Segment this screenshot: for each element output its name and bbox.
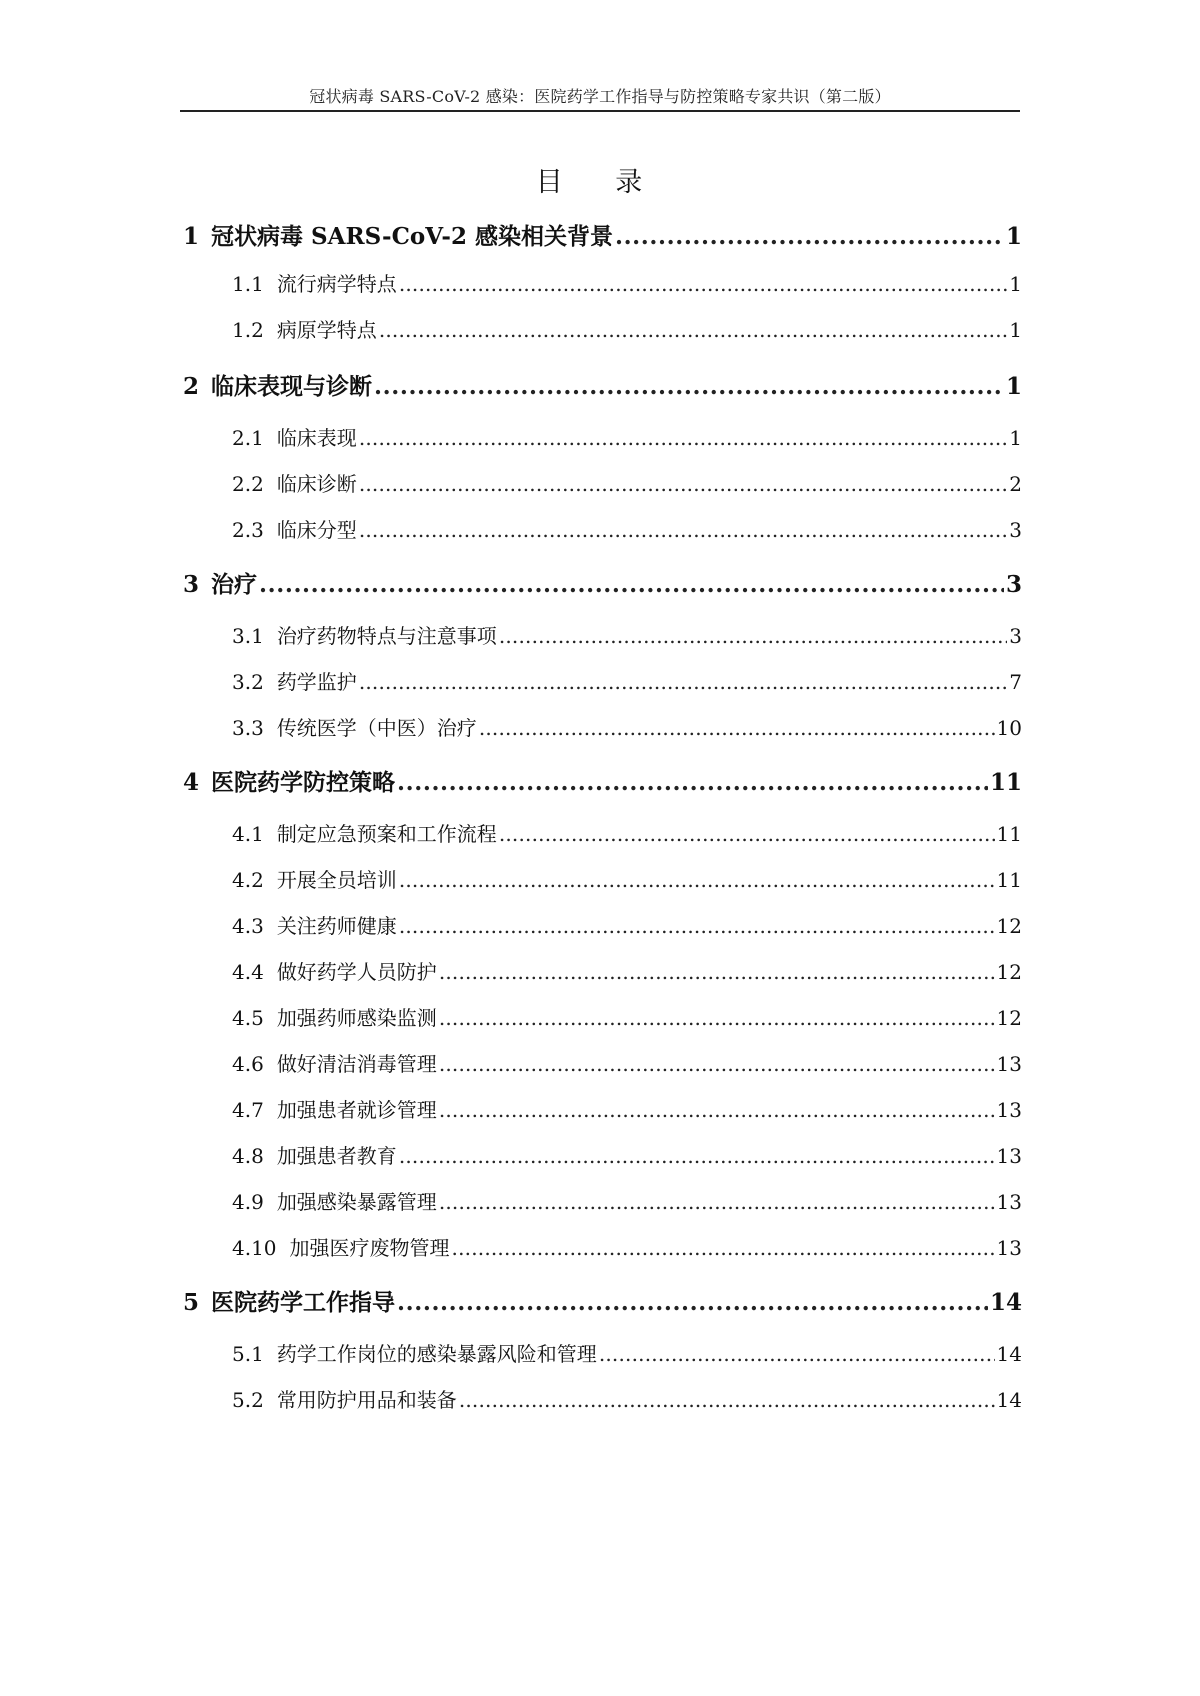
toc-dot-leader <box>359 472 1007 496</box>
toc-dot-leader <box>379 318 1007 342</box>
toc-entry-page: 13 <box>996 1098 1022 1122</box>
toc-dot-leader <box>452 1236 995 1260</box>
toc-entry-number: 2 <box>183 373 200 400</box>
toc-entry-label: 加强感染暴露管理 <box>276 1190 437 1214</box>
toc-entry-number: 3.1 <box>232 624 264 648</box>
toc-entry-page: 13 <box>996 1052 1022 1076</box>
toc-section-entry[interactable] <box>232 956 1022 985</box>
toc-section-entry[interactable] <box>232 712 1022 741</box>
toc-entry-page: 10 <box>996 716 1022 740</box>
toc-section-entry[interactable] <box>232 514 1022 543</box>
toc-entry-page: 13 <box>996 1236 1022 1260</box>
toc-entry-page: 11 <box>989 769 1022 796</box>
toc-entry-page: 12 <box>996 960 1022 984</box>
toc-section-entry[interactable] <box>232 818 1022 847</box>
toc-entry-label: 治疗 <box>211 571 258 598</box>
toc-entry-page: 7 <box>1009 670 1022 694</box>
toc-dot-leader <box>399 272 1007 296</box>
toc-entry-number: 4.8 <box>232 1144 264 1168</box>
toc-section-entry[interactable] <box>232 620 1022 649</box>
toc-dot-leader <box>499 624 1007 648</box>
toc-entry-number: 4.1 <box>232 822 264 846</box>
toc-entry-label: 制定应急预案和工作流程 <box>276 822 497 846</box>
toc-entry-page: 1 <box>1005 373 1022 400</box>
toc-entry-number: 3.3 <box>232 716 264 740</box>
toc-entry-number: 1 <box>183 223 200 250</box>
toc-section-entry[interactable] <box>232 910 1022 939</box>
toc-dot-leader <box>399 868 995 892</box>
toc-entry-label: 加强药师感染监测 <box>276 1006 437 1030</box>
toc-entry-page: 13 <box>996 1190 1022 1214</box>
toc-entry-page: 1 <box>1009 272 1022 296</box>
toc-section-entry[interactable] <box>232 1232 1022 1261</box>
toc-entry-label: 药学监护 <box>276 670 357 694</box>
toc-entry-number: 1.2 <box>232 318 264 342</box>
toc-dot-leader <box>399 914 995 938</box>
running-header: 冠状病毒 SARS-CoV-2 感染：医院药学工作指导与防控策略专家共识（第二版） <box>309 87 891 106</box>
toc-entry-number: 5.2 <box>232 1388 264 1412</box>
toc-entry-number: 4.4 <box>232 960 264 984</box>
toc-section-entry[interactable] <box>232 1186 1022 1215</box>
toc-section-entry[interactable] <box>232 422 1022 451</box>
toc-entry-label: 开展全员培训 <box>276 868 397 892</box>
toc-dot-leader <box>397 769 988 796</box>
toc-dot-leader <box>615 223 1004 250</box>
toc-section-entry[interactable] <box>232 1048 1022 1077</box>
toc-section-entry[interactable] <box>232 1002 1022 1031</box>
toc-entry-number: 5 <box>183 1289 200 1316</box>
toc-entry-page: 12 <box>996 1006 1022 1030</box>
toc-entry-number: 4.9 <box>232 1190 264 1214</box>
toc-entry-number: 2.3 <box>232 518 264 542</box>
toc-entry-number: 4.3 <box>232 914 264 938</box>
toc-dot-leader <box>499 822 995 846</box>
toc-entry-number: 3 <box>183 571 200 598</box>
toc-entry-label: 流行病学特点 <box>276 272 397 296</box>
header-rule <box>180 110 1020 112</box>
toc-entry-label: 医院药学防控策略 <box>211 769 396 796</box>
toc-entry-page: 14 <box>989 1289 1022 1316</box>
toc-entry-label: 临床分型 <box>276 518 357 542</box>
toc-chapter-entry[interactable] <box>183 1284 1022 1317</box>
toc-entry-label: 医院药学工作指导 <box>211 1289 396 1316</box>
toc-dot-leader <box>439 1052 995 1076</box>
toc-section-entry[interactable] <box>232 1140 1022 1169</box>
toc-entry-label: 常用防护用品和装备 <box>276 1388 457 1412</box>
toc-entry-label: 传统医学（中医）治疗 <box>276 716 477 740</box>
toc-entry-label: 药学工作岗位的感染暴露风险和管理 <box>276 1342 597 1366</box>
toc-entry-number: 2.2 <box>232 472 264 496</box>
toc-section-entry[interactable] <box>232 1094 1022 1123</box>
toc-entry-label: 加强患者教育 <box>276 1144 397 1168</box>
toc-entry-number: 4.6 <box>232 1052 264 1076</box>
toc-entry-page: 1 <box>1009 426 1022 450</box>
toc-entry-page: 3 <box>1009 624 1022 648</box>
toc-entry-page: 3 <box>1009 518 1022 542</box>
toc-entry-label: 加强医疗废物管理 <box>289 1236 450 1260</box>
toc-entry-page: 1 <box>1009 318 1022 342</box>
toc-section-entry[interactable] <box>232 1338 1022 1367</box>
toc-dot-leader <box>397 1289 988 1316</box>
toc-entry-page: 12 <box>996 914 1022 938</box>
toc-entry-page: 1 <box>1005 223 1022 250</box>
toc-dot-leader <box>459 1388 995 1412</box>
toc-entry-label: 关注药师健康 <box>276 914 397 938</box>
toc-section-entry[interactable] <box>232 268 1022 297</box>
toc-entry-page: 11 <box>996 822 1022 846</box>
toc-entry-number: 3.2 <box>232 670 264 694</box>
toc-entry-number: 4.10 <box>232 1236 277 1260</box>
toc-dot-leader <box>439 1190 995 1214</box>
toc-chapter-entry[interactable] <box>183 368 1022 401</box>
toc-dot-leader <box>259 571 1004 598</box>
toc-entry-label: 治疗药物特点与注意事项 <box>276 624 497 648</box>
toc-section-entry[interactable] <box>232 468 1022 497</box>
toc-entry-page: 13 <box>996 1144 1022 1168</box>
toc-dot-leader <box>359 670 1007 694</box>
toc-dot-leader <box>479 716 995 740</box>
toc-entry-page: 3 <box>1005 571 1022 598</box>
toc-entry-number: 2.1 <box>232 426 264 450</box>
toc-chapter-entry[interactable] <box>183 218 1022 251</box>
toc-entry-label: 做好清洁消毒管理 <box>276 1052 437 1076</box>
toc-dot-leader <box>599 1342 995 1366</box>
toc-chapter-entry[interactable] <box>183 566 1022 599</box>
toc-entry-number: 4.2 <box>232 868 264 892</box>
toc-entry-page: 14 <box>996 1342 1022 1366</box>
toc-dot-leader <box>359 518 1007 542</box>
toc-section-entry[interactable] <box>232 1384 1022 1413</box>
toc-dot-leader <box>399 1144 995 1168</box>
toc-entry-label: 临床表现 <box>276 426 357 450</box>
toc-dot-leader <box>359 426 1007 450</box>
toc-entry-label: 冠状病毒 SARS-CoV-2 感染相关背景 <box>211 223 613 250</box>
toc-dot-leader <box>374 373 1004 400</box>
toc-entry-label: 做好药学人员防护 <box>276 960 437 984</box>
toc-chapter-entry[interactable] <box>183 764 1022 797</box>
toc-dot-leader <box>439 1006 995 1030</box>
toc-entry-label: 临床表现与诊断 <box>211 373 373 400</box>
toc-section-entry[interactable] <box>232 666 1022 695</box>
toc-title: 目 录 <box>535 167 665 198</box>
toc-entry-label: 病原学特点 <box>276 318 377 342</box>
toc-dot-leader <box>439 1098 995 1122</box>
toc-section-entry[interactable] <box>232 314 1022 343</box>
toc-entry-number: 4.7 <box>232 1098 264 1122</box>
toc-entry-number: 4 <box>183 769 200 796</box>
toc-entry-page: 14 <box>996 1388 1022 1412</box>
toc-dot-leader <box>439 960 995 984</box>
toc-entry-page: 11 <box>996 868 1022 892</box>
toc-section-entry[interactable] <box>232 864 1022 893</box>
toc-entry-label: 加强患者就诊管理 <box>276 1098 437 1122</box>
toc-entry-number: 1.1 <box>232 272 264 296</box>
toc-entry-label: 临床诊断 <box>276 472 357 496</box>
toc-entry-number: 4.5 <box>232 1006 264 1030</box>
toc-entry-number: 5.1 <box>232 1342 264 1366</box>
toc-entry-page: 2 <box>1009 472 1022 496</box>
